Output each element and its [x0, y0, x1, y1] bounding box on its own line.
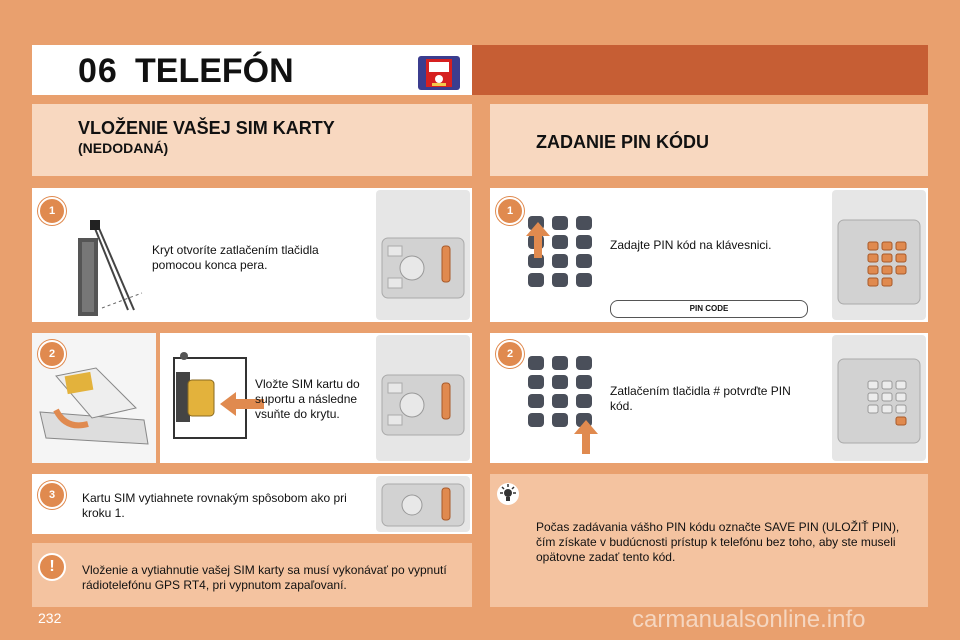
radio-keypad-illustration [832, 335, 926, 461]
pin-step-2-text: Zatlačením tlačidla # potvrďte PIN kód. [610, 384, 791, 413]
step-number-badge: 1 [38, 197, 66, 225]
sim-section-title: VLOŽENIE VAŠEJ SIM KARTY [78, 118, 335, 138]
sim-step-3-text: Kartu SIM vytiahnete rovnakým spôsobom ako pri kroku 1. [82, 491, 347, 520]
pin-step-1-text: Zadajte PIN kód na klávesnici. [610, 238, 772, 252]
pen-eject-illustration [72, 218, 152, 323]
tip-text: Počas zadávania vášho PIN kódu označte SAVE PIN (ULOŽIŤ PIN), čím získate v budúcnosti prístup k telefónu bez toho, aby ste museli opätovne zadať tento kód. [536, 520, 900, 564]
step-number-badge: 2 [496, 340, 524, 368]
chapter-header-accent [472, 45, 928, 95]
step-number-badge: 3 [38, 481, 66, 509]
chapter-number: 06 [78, 52, 118, 90]
pin-section-title: ZADANIE PIN KÓDU [536, 132, 710, 152]
step-number-badge: 2 [38, 340, 66, 368]
sim-step-1-text: Kryt otvoríte zatlačením tlačidla pomocou konca pera. [152, 243, 319, 272]
step-number-badge: 1 [496, 197, 524, 225]
warning-icon: ! [38, 553, 66, 581]
sim-section-subtitle: (NEDODANÁ) [78, 140, 169, 156]
lightbulb-icon [496, 482, 520, 506]
chapter-title: TELEFÓN [135, 52, 294, 90]
warning-text: Vloženie a vytiahnutie vašej SIM karty sa musí vykonávať po vypnutí rádiotelefónu GPS RT4, pri vypnutom zapaľovaní. [82, 563, 447, 592]
sim-step-2-text: Vložte SIM kartu do suportu a následne vsuňte do krytu. [255, 377, 360, 421]
radio-unit-illustration [376, 335, 470, 461]
press-hash-arrow [574, 420, 598, 459]
radio-unit-illustration [376, 476, 470, 532]
press-key-arrow [526, 222, 550, 263]
pin-code-button[interactable]: PIN CODE [610, 300, 808, 318]
telephone-chapter-icon [418, 56, 460, 90]
radio-unit-illustration [376, 190, 470, 320]
watermark: carmanualsonline.info [632, 606, 866, 633]
sim-tray-illustration [36, 360, 154, 453]
radio-keypad-illustration [832, 190, 926, 320]
page-number: 232 [38, 610, 62, 626]
